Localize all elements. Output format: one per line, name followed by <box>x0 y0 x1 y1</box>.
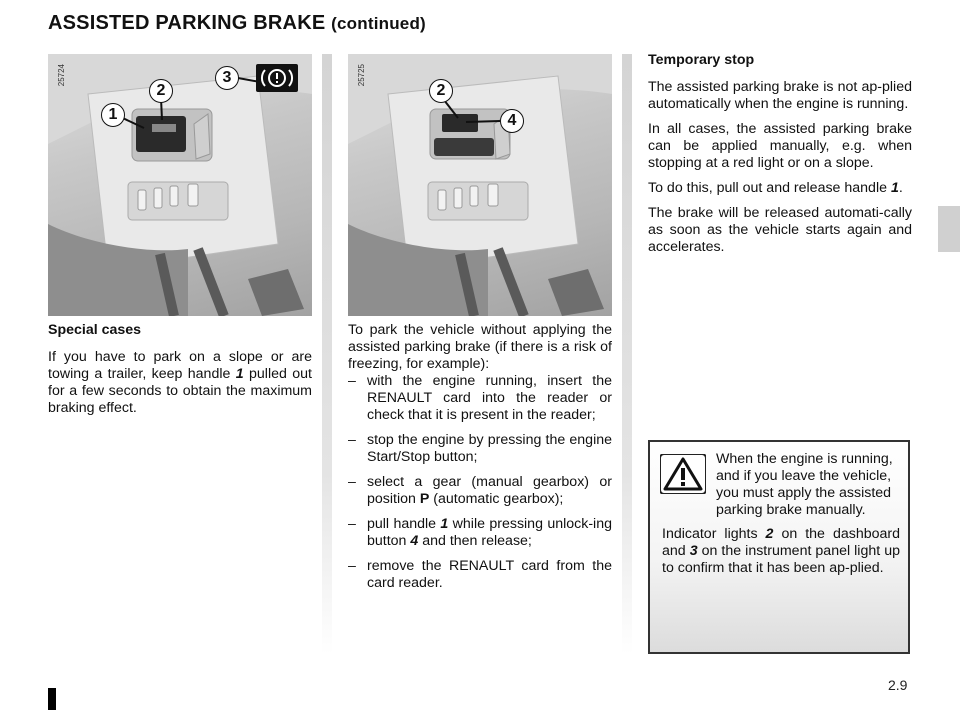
park-intro: To park the vehicle without applying the assisted parking brake (if there is a risk of freezing, for example): <box>348 322 612 372</box>
list-item: – pull handle 1 while pressing unlock-ing button 4 and then release; <box>348 516 612 549</box>
list-item: – stop the engine by pressing the engine Start/Stop button; <box>348 432 612 465</box>
column-divider-right <box>622 54 632 654</box>
photo-brake-handle-middle <box>348 54 612 316</box>
list-item: – select a gear (manual gearbox) or position P (automatic gearbox); <box>348 474 612 507</box>
callout-2: 2 <box>429 79 453 103</box>
callout-1: 1 <box>101 103 125 127</box>
callout-4: 4 <box>500 109 524 133</box>
photo-reference-number: 25724 <box>57 64 66 87</box>
warning-text-top: When the engine is running, and if you leave the vehicle, you must apply the assisted parking brake manually. <box>716 451 893 518</box>
temporary-stop-p1: The assisted parking brake is not ap-plied automatically when the engine is running. <box>648 79 912 112</box>
warning-text-bottom: Indicator lights 2 on the dashboard and 3 on the instrument panel light up to confirm that it has been ap-plied. <box>662 526 900 576</box>
temporary-stop-p4: The brake will be released automati-cally as soon as the vehicle starts again and accelerates. <box>648 205 912 255</box>
callout-3: 3 <box>215 66 239 90</box>
title-main: ASSISTED PARKING BRAKE <box>48 12 326 34</box>
page-number: 2.9 <box>888 677 908 693</box>
section-special-cases <box>48 322 312 425</box>
special-cases-text: If you have to park on a slope or are towing a trailer, keep handle 1 pulled out for a few seconds to obtain the maximum braking effect. <box>48 349 312 416</box>
photo-reference-number: 25725 <box>357 64 366 87</box>
corner-mark <box>48 688 56 710</box>
warning-triangle-icon <box>660 454 706 494</box>
section-temporary-stop <box>648 52 912 264</box>
section-park-without-brake <box>348 322 612 600</box>
page-title <box>48 12 426 35</box>
parking-brake-warning-icon <box>256 64 298 92</box>
section-tab <box>938 206 960 252</box>
title-suffix: (continued) <box>331 14 426 33</box>
photo-illustration <box>48 54 312 316</box>
warning-box <box>648 440 910 654</box>
photo-brake-handle-left <box>48 54 312 316</box>
callout-2: 2 <box>149 79 173 103</box>
photo-illustration <box>348 54 612 316</box>
temporary-stop-p3: To do this, pull out and release handle 1. <box>648 180 903 196</box>
temporary-stop-p2: In all cases, the assisted parking brake can be applied manually, e.g. when stopping at a red light or on a slope. <box>648 121 912 171</box>
list-item: – with the engine running, insert the RENAULT card into the reader or check that it is present in the reader; <box>348 373 612 423</box>
list-item: – remove the RENAULT card from the card reader. <box>348 558 612 591</box>
special-cases-heading: Special cases <box>48 322 142 338</box>
column-divider-left <box>322 54 332 654</box>
temporary-stop-heading: Temporary stop <box>648 52 755 68</box>
